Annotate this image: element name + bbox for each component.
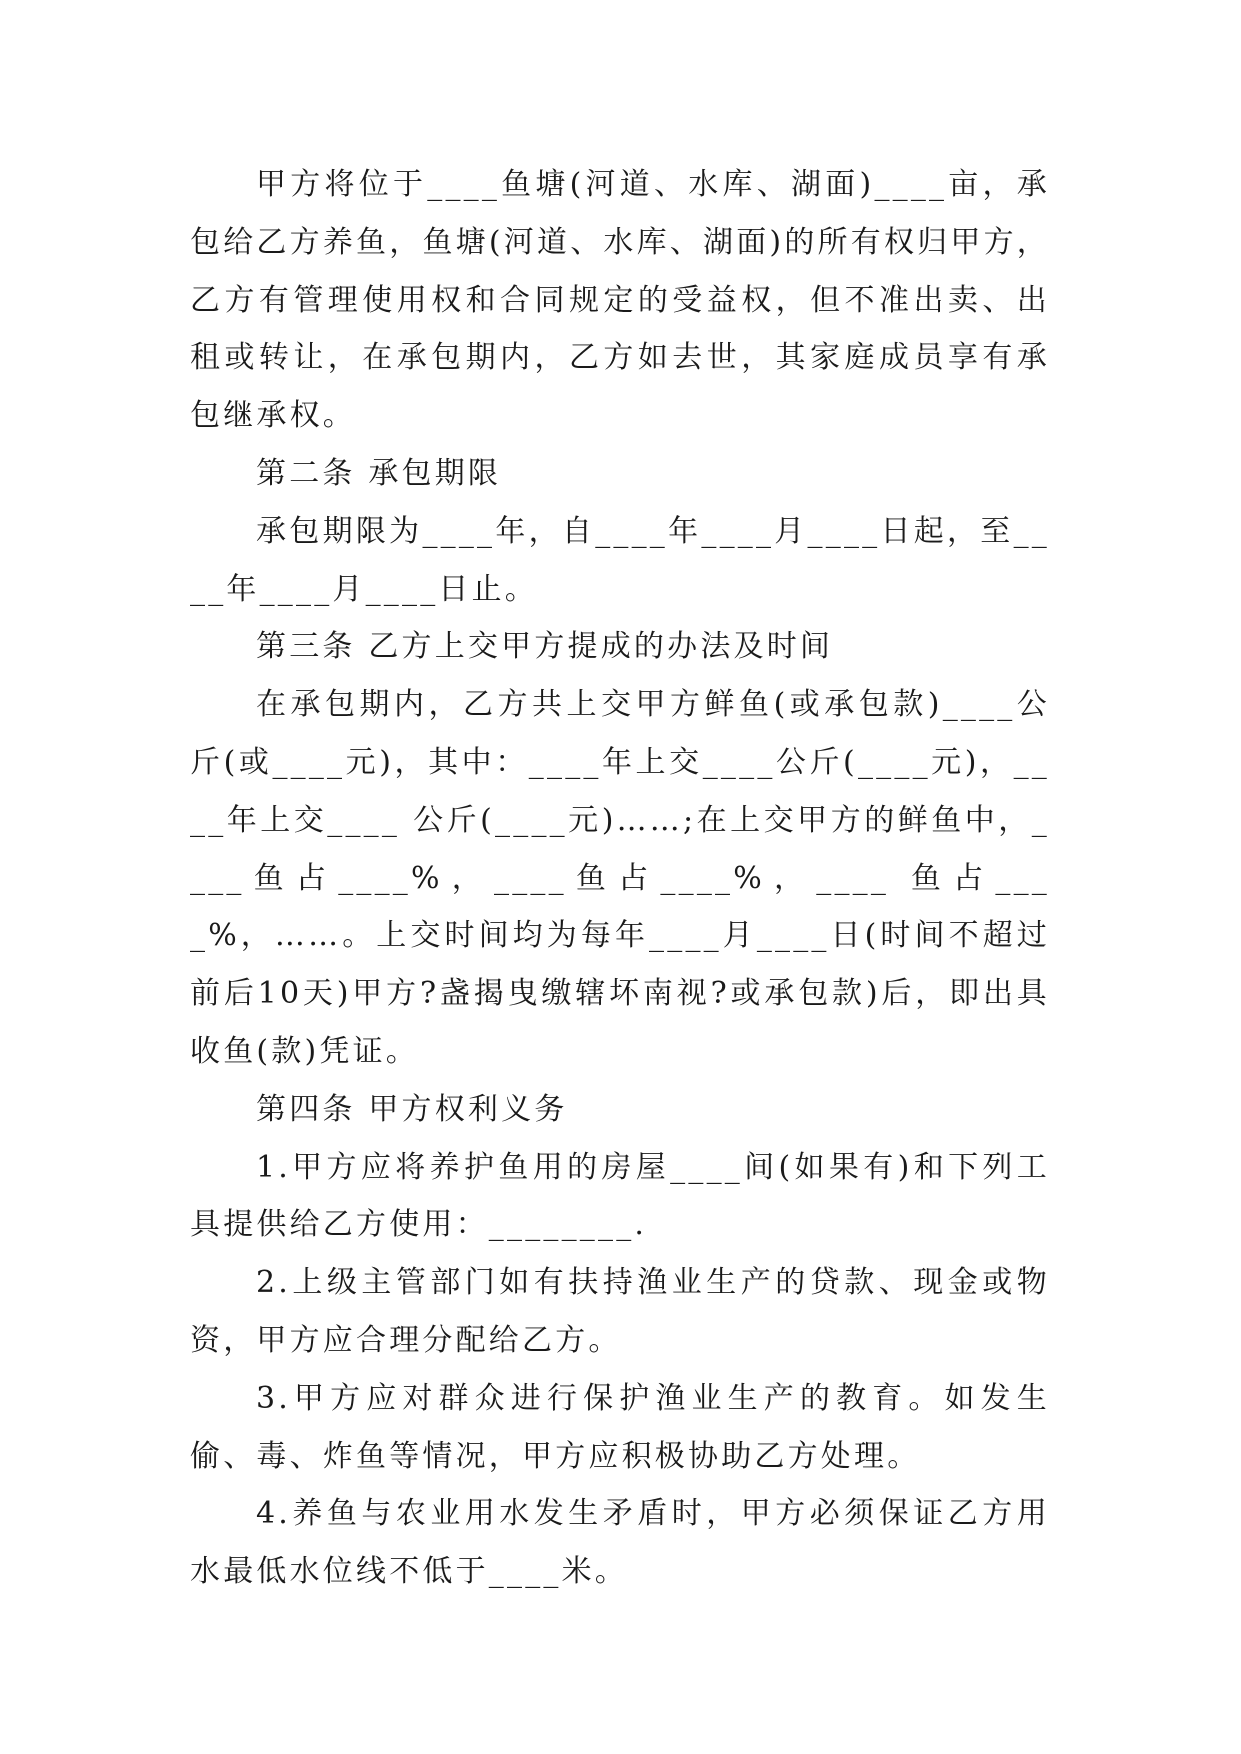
paragraph-payment: 在承包期内，乙方共上交甲方鲜鱼(或承包款)____公斤(或____元)，其中：____年上交____公斤(____元)，____年上交____ 公斤(____元)……;在上交甲方的鲜鱼中，____鱼占____%，____鱼占____%，____ 鱼占____%，……。上交时间均为每年____月____日(时间不超过前后10天)甲方?盏揭曳缴辖坏南视?或承包款)后，即出具收鱼(款)凭证。 — [190, 687, 1050, 1069]
paragraph-ownership: 甲方将位于____鱼塘(河道、水库、湖面)____亩，承包给乙方养鱼，鱼塘(河道、水库、湖面)的所有权归甲方，乙方有管理使用权和合同规定的受益权，但不准出卖、出租或转让，在承包期内，乙方如去世，其家庭成员享有承包继承权。 — [190, 167, 1050, 434]
article-2-heading: 第二条 承包期限 — [256, 455, 502, 491]
contract-body — [190, 156, 1050, 1601]
clause-4-1: 1.甲方应将养护鱼用的房屋____间(如果有)和下列工具提供给乙方使用：________. — [190, 1149, 1050, 1243]
paragraph-term: 承包期限为____年，自____年____月____日起，至____年____月____日止。 — [190, 513, 1050, 607]
article-4-heading: 第四条 甲方权利义务 — [256, 1091, 568, 1127]
clause-4-2: 2.上级主管部门如有扶持渔业生产的贷款、现金或物资，甲方应合理分配给乙方。 — [190, 1265, 1050, 1358]
article-3-heading: 第三条 乙方上交甲方提成的办法及时间 — [256, 629, 834, 665]
clause-4-4: 4.养鱼与农业用水发生矛盾时，甲方必须保证乙方用水最低水位线不低于____米。 — [190, 1496, 1050, 1590]
clause-4-3: 3.甲方应对群众进行保护渔业生产的教育。如发生偷、毒、炸鱼等情况，甲方应积极协助乙方处理。 — [190, 1380, 1050, 1474]
